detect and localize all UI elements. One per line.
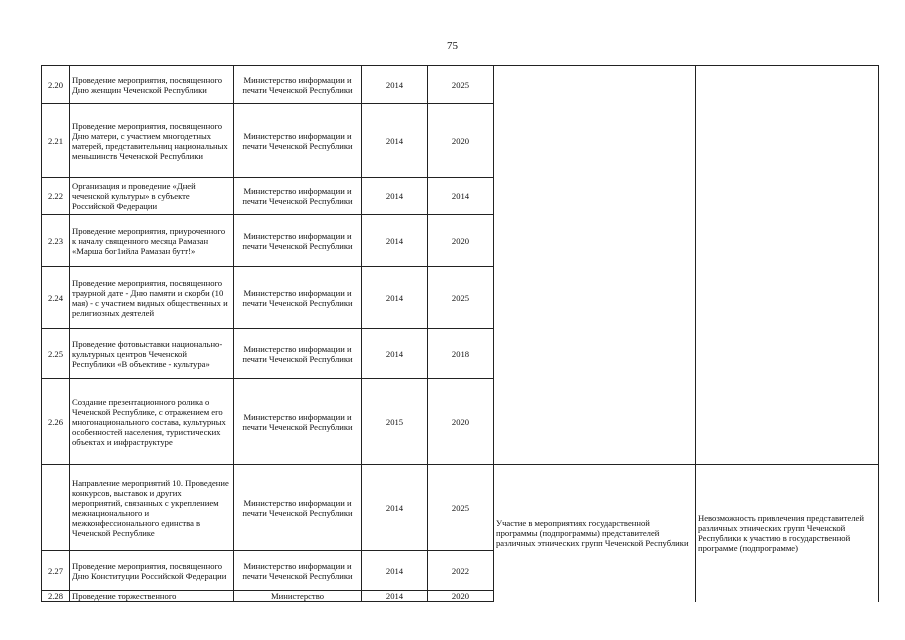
start-year-cell: 2014 bbox=[362, 215, 428, 267]
executor-cell: Министерство информации и печати Чеченской Республики bbox=[234, 379, 362, 465]
start-year-cell: 2014 bbox=[362, 267, 428, 329]
activity-cell: Проведение мероприятия, посвященного траурной дате - Дню памяти и скорби (10 мая) - с участием видных общественных и религиозных деятелей bbox=[70, 267, 234, 329]
end-year-cell: 2025 bbox=[428, 267, 494, 329]
row-number: 2.22 bbox=[42, 178, 70, 215]
activity-cell: Организация и проведение «Дней чеченской культуры» в субъекте Российской Федерации bbox=[70, 178, 234, 215]
start-year-cell: 2014 bbox=[362, 66, 428, 104]
start-year-cell: 2014 bbox=[362, 591, 428, 602]
activity-cell: Проведение фотовыставки национально-культурных центров Чеченской Республики «В объективе - культура» bbox=[70, 329, 234, 379]
activity-cell: Направление мероприятий 10. Проведение конкурсов, выставок и других мероприятий, связанных с укреплением межнационального и межконфессионального единства в Чеченской Республике bbox=[70, 465, 234, 551]
executor-cell: Министерство информации и печати Чеченской Республики bbox=[234, 267, 362, 329]
end-year-cell: 2018 bbox=[428, 329, 494, 379]
row-number: 2.23 bbox=[42, 215, 70, 267]
start-year-cell: 2015 bbox=[362, 379, 428, 465]
row-number bbox=[42, 465, 70, 551]
start-year-cell: 2014 bbox=[362, 104, 428, 178]
risk-cell: Невозможность привлечения представителей различных этнических групп Чеченской Республики к участию в государственной программе (подпрограмме) bbox=[696, 465, 879, 602]
result-blank-cell bbox=[494, 66, 696, 465]
program-table bbox=[41, 65, 879, 602]
end-year-cell: 2020 bbox=[428, 591, 494, 602]
activity-cell: Проведение мероприятия, посвященного Дню женщин Чеченской Республики bbox=[70, 66, 234, 104]
page-number: 75 bbox=[447, 40, 458, 52]
end-year-cell: 2025 bbox=[428, 66, 494, 104]
end-year-cell: 2020 bbox=[428, 215, 494, 267]
expected-result-cell: Участие в мероприятиях государственной программы (подпрограммы) представителей различных этнических групп Чеченской Республики bbox=[494, 465, 696, 602]
activity-cell: Создание презентационного ролика о Чеченской Республике, с отражением его многонационального состава, культурных особенностей населения, туристических объектах и инфраструктуре bbox=[70, 379, 234, 465]
row-number: 2.21 bbox=[42, 104, 70, 178]
executor-cell: Министерство информации и печати Чеченской Республики bbox=[234, 215, 362, 267]
row-number: 2.27 bbox=[42, 551, 70, 591]
risk-blank-cell bbox=[696, 66, 879, 465]
start-year-cell: 2014 bbox=[362, 178, 428, 215]
row-number: 2.25 bbox=[42, 329, 70, 379]
activity-cell: Проведение мероприятия, посвященного Дню Конституции Российской Федерации bbox=[70, 551, 234, 591]
row-number: 2.20 bbox=[42, 66, 70, 104]
row-number: 2.26 bbox=[42, 379, 70, 465]
executor-cell: Министерство информации и печати Чеченской Республики bbox=[234, 66, 362, 104]
executor-cell: Министерство bbox=[234, 591, 362, 602]
executor-cell: Министерство информации и печати Чеченской Республики bbox=[234, 329, 362, 379]
row-number: 2.24 bbox=[42, 267, 70, 329]
row-number: 2.28 bbox=[42, 591, 70, 602]
executor-cell: Министерство информации и печати Чеченской Республики bbox=[234, 104, 362, 178]
table-row bbox=[42, 66, 879, 104]
end-year-cell: 2022 bbox=[428, 551, 494, 591]
activity-cell: Проведение мероприятия, посвященного Дню матери, с участием многодетных матерей, представительниц национальных меньшинств Чеченской Республики bbox=[70, 104, 234, 178]
activity-cell: Проведение мероприятия, приуроченного к началу священного месяца Рамазан «Марша бог1ийла Рамазан бутт!» bbox=[70, 215, 234, 267]
end-year-cell: 2020 bbox=[428, 104, 494, 178]
executor-cell: Министерство информации и печати Чеченской Республики bbox=[234, 178, 362, 215]
start-year-cell: 2014 bbox=[362, 329, 428, 379]
end-year-cell: 2014 bbox=[428, 178, 494, 215]
end-year-cell: 2025 bbox=[428, 465, 494, 551]
table-row bbox=[42, 465, 879, 551]
start-year-cell: 2014 bbox=[362, 465, 428, 551]
activity-cell: Проведение торжественного bbox=[70, 591, 234, 602]
executor-cell: Министерство информации и печати Чеченской Республики bbox=[234, 465, 362, 551]
end-year-cell: 2020 bbox=[428, 379, 494, 465]
start-year-cell: 2014 bbox=[362, 551, 428, 591]
executor-cell: Министерство информации и печати Чеченской Республики bbox=[234, 551, 362, 591]
